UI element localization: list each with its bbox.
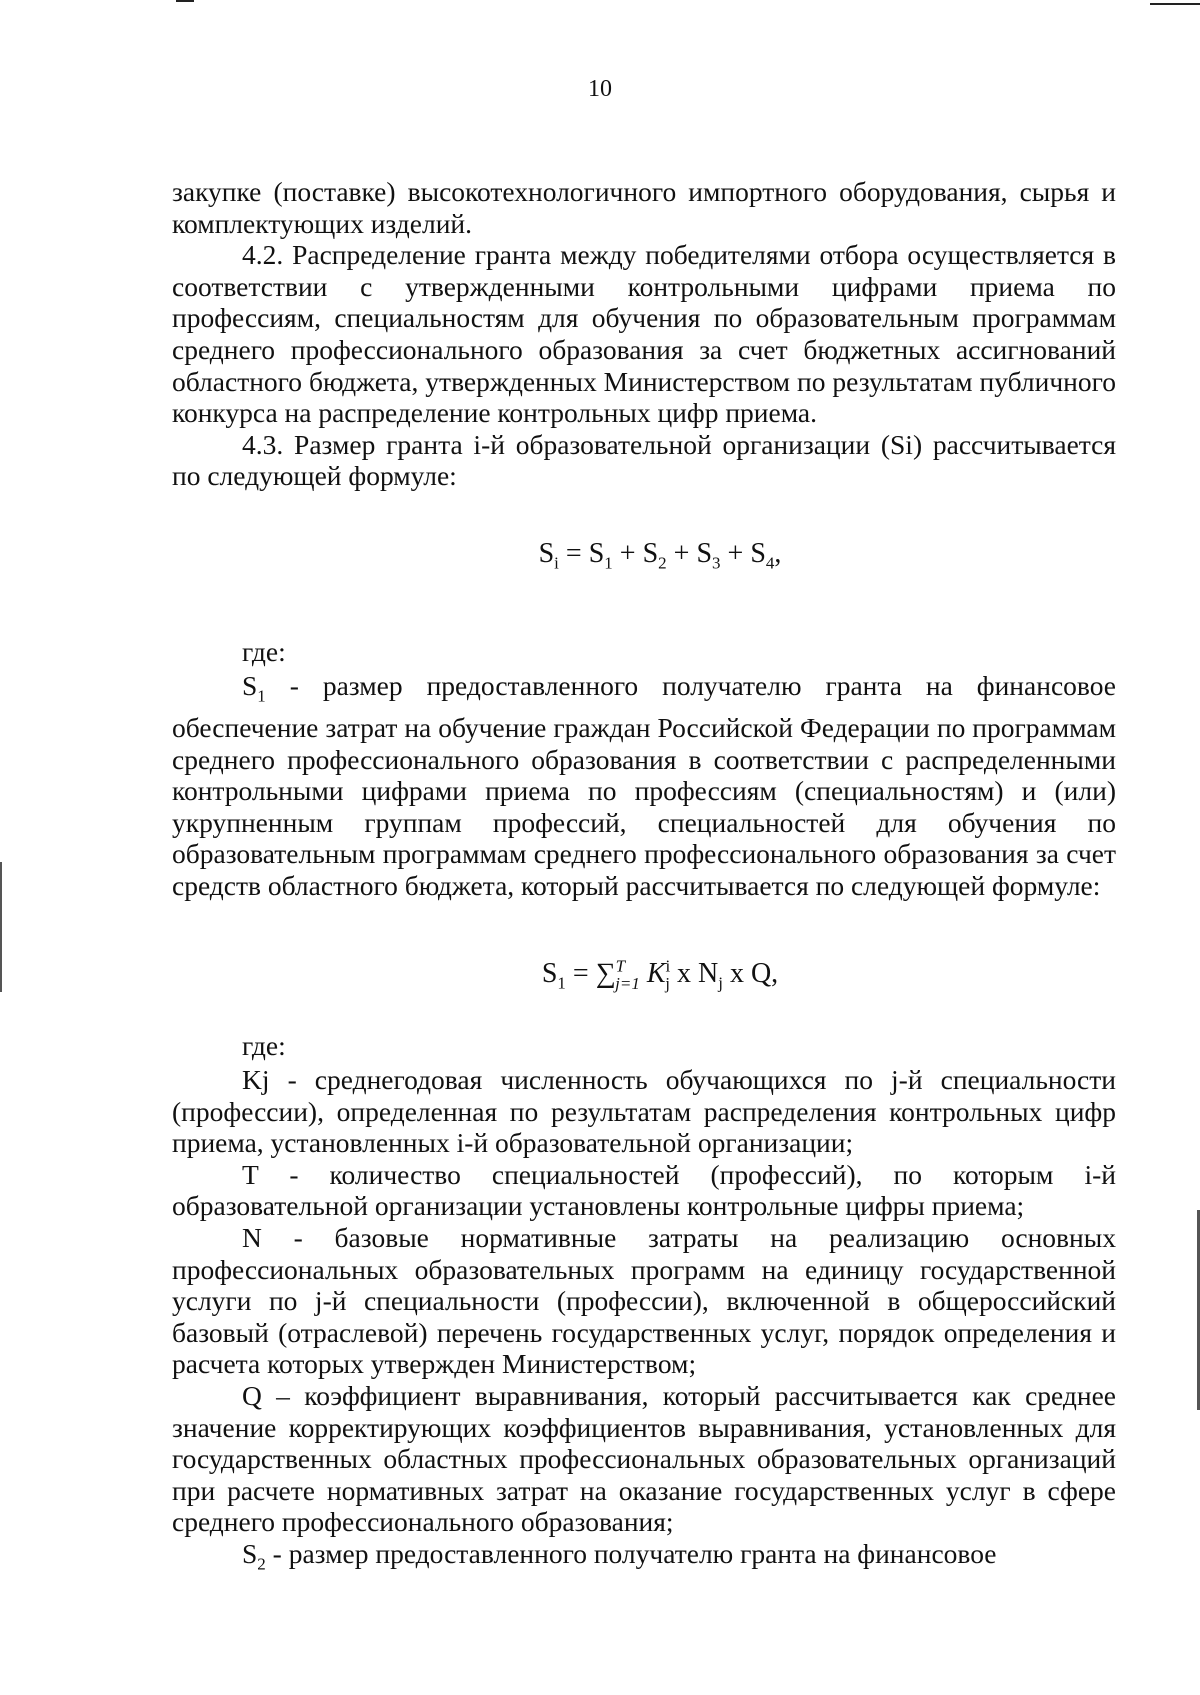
formula-si-plus2: +: [666, 538, 697, 569]
s2-var-sub: 2: [257, 1554, 266, 1574]
formula-s1-k: K: [639, 958, 666, 989]
paragraph-kj-definition: Kj - среднегодовая численность обучающихся по j-й специальности (профессии), определенная по результатам распределения контрольных цифр приема, установленных i-й образовательной организации;: [172, 1064, 1116, 1159]
paragraph-s2-definition: [172, 1538, 1116, 1580]
paragraph-q-definition: Q – коэффициент выравнивания, который рассчитывается как среднее значение корректирующих коэффициентов выравнивания, установленных для государственных областных профессиональных образовательных организаций при расчете нормативных затрат на оказание государственных услуг в сфере среднего профессионального образования;: [172, 1379, 1116, 1538]
formula-si-term4-sub: 4: [765, 553, 775, 573]
formula-si-term3: S: [696, 538, 713, 569]
formula-s1-n-sub: j: [718, 973, 723, 993]
formula-s1-n: N: [697, 958, 719, 989]
text-block-s1: [172, 670, 1116, 902]
formula-s1-times2: x: [722, 958, 751, 989]
scan-artifact-top-left: [176, 0, 194, 2]
formula-si-term1-sub: 1: [604, 553, 613, 573]
formula-s1-lhs-sub: 1: [557, 973, 566, 993]
paragraph-s1-definition: [172, 670, 1116, 902]
s1-var-sub: 1: [257, 686, 266, 706]
formula-s1: [0, 956, 1200, 993]
where-label-1: где:: [242, 636, 286, 667]
formula-s1-k-sub: j: [665, 973, 670, 993]
formula-s1-k-sup: i: [665, 956, 671, 976]
page-number: 10: [588, 76, 612, 102]
where-label-2: где:: [242, 1030, 286, 1061]
formula-s1-eq: =: [565, 958, 596, 989]
paragraph-continuation: закупке (поставке) высокотехнологичного импортного оборудования, сырья и комплектующих изделий.: [172, 176, 1116, 239]
formula-si-term2: S: [642, 538, 659, 569]
formula-s1-sum-lower: j=1: [615, 973, 640, 993]
s1-definition-text: - размер предоставленного получателю гранта на финансовое обеспечение затрат на обучение граждан Российской Федерации по программам среднего профессионального образования в соответствии с распределенными контрольными цифрами приема по профессиям (специальностям) и (или) укрупненным группам профессий, специальностей для обучения по образовательным программам среднего профессионального образования за счет средств областного бюджета, который рассчитывается по следующей формуле:: [172, 670, 1116, 902]
formula-s1-sum-symbol: ∑: [595, 958, 616, 989]
formula-si-term1: S: [588, 538, 605, 569]
formula-si-end: ,: [774, 538, 782, 569]
s2-definition-text: - размер предоставленного получателю гранта на финансовое: [265, 1537, 997, 1569]
formula-si-term3-sub: 3: [712, 553, 721, 573]
formula-si-term4: S: [750, 538, 766, 569]
formula-si-plus3: +: [720, 538, 751, 569]
formula-s1-sum-upper: T: [615, 956, 626, 976]
paragraph-n-definition: N - базовые нормативные затраты на реализацию основных профессиональных образовательных программ на единицу государственной услуги по j-й специальности (профессии), включенной в общероссийский базовый (отраслевой) перечень государственных услуг, порядок определения и расчета которых утвержден Министерством;: [172, 1221, 1116, 1380]
paragraph-4-3: 4.3. Размер гранта i-й образовательной организации (Si) рассчитывается по следующей формуле:: [172, 428, 1116, 492]
formula-s1-times1: x: [669, 958, 698, 989]
paragraph-t-definition: T - количество специальностей (профессий), по которым i-й образовательной организации установлены контрольные цифры приема;: [172, 1158, 1116, 1222]
formula-si: [0, 538, 1200, 573]
s2-var: S: [242, 1537, 258, 1569]
text-block-top: [172, 176, 1116, 492]
formula-si-plus1: +: [612, 538, 643, 569]
s1-var: S: [242, 670, 258, 701]
formula-s1-lhs: S: [541, 958, 558, 989]
formula-s1-q: Q,: [750, 958, 779, 989]
scan-artifact-top-right: [1150, 3, 1200, 5]
formula-si-lhs-sub: i: [554, 553, 559, 573]
paragraph-4-2: 4.2. Распределение гранта между победителями отбора осуществляется в соответствии с утвержденными контрольными цифрами приема по профессиям, специальностям для обучения по образовательным программам среднего профессионального образования за счет бюджетных ассигнований областного бюджета, утвержденных Министерством по результатам публичного конкурса на распределение контрольных цифр приема.: [172, 239, 1116, 429]
formula-si-eq: =: [558, 538, 589, 569]
text-block-definitions: [172, 1064, 1116, 1580]
formula-si-term2-sub: 2: [658, 553, 667, 573]
formula-si-lhs: S: [538, 538, 555, 569]
